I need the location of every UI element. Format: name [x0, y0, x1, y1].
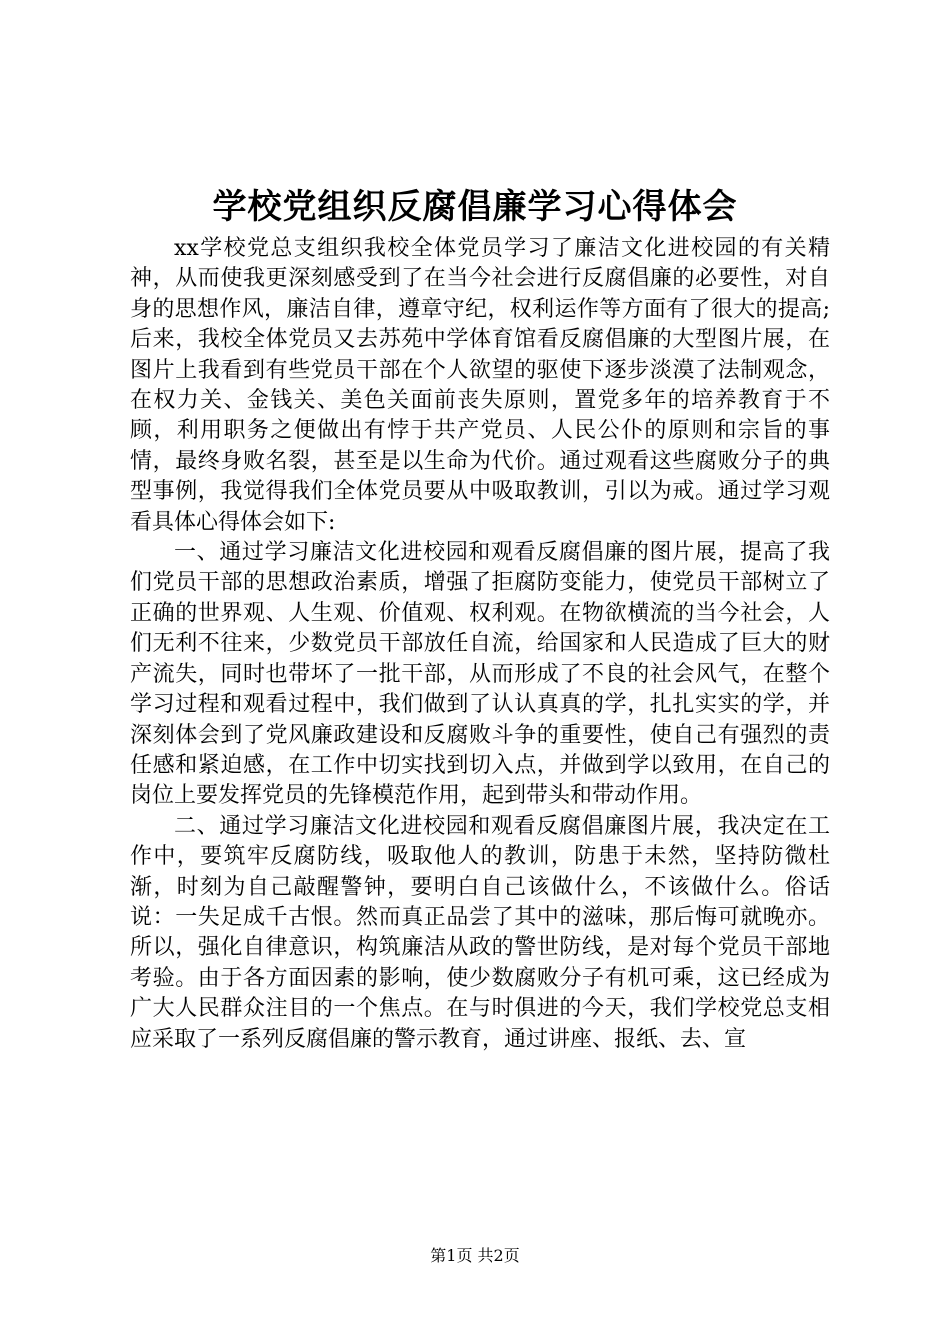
- page-footer: 第1页 共2页: [430, 1246, 520, 1265]
- document-title: 学校党组织反腐倡廉学习心得体会: [212, 187, 738, 227]
- document-body: [130, 234, 830, 1055]
- paragraph-1: xx学校党总支组织我校全体党员学习了廉洁文化进校园的有关精神，从而使我更深刻感受到了在当今社会进行反腐倡廉的必要性，对自身的思想作风，廉洁自律，遵章守纪，权利运作等方面有了很大的提高;后来，我校全体党员又去苏苑中学体育馆看反腐倡廉的大型图片展，在图片上我看到有些党员干部在个人欲望的驱使下逐步淡漠了法制观念，在权力关、金钱关、美色关面前丧失原则，置党多年的培养教育于不顾，利用职务之便做出有悖于共产党员、人民公仆的原则和宗旨的事情，最终身败名裂，甚至是以生命为代价。通过观看这些腐败分子的典型事例，我觉得我们全体党员要从中吸取教训，引以为戒。通过学习观看具体心得体会如下:: [130, 236, 830, 535]
- paragraph-2: 一、通过学习廉洁文化进校园和观看反腐倡廉的图片展，提高了我们党员干部的思想政治素质，增强了拒腐防变能力，使党员干部树立了正确的世界观、人生观、价值观、权利观。在物欲横流的当今社会，人们无利不往来，少数党员干部放任自流，给国家和人民造成了巨大的财产流失，同时也带坏了一批干部，从而形成了不良的社会风气，在整个学习过程和观看过程中，我们做到了认认真真的学，扎扎实实的学，并深刻体会到了党风廉政建设和反腐败斗争的重要性，使自己有强烈的责任感和紧迫感，在工作中切实找到切入点，并做到学以致用，在自己的岗位上要发挥党员的先锋模范作用，起到带头和带动作用。: [130, 540, 830, 809]
- paragraph-3: 二、通过学习廉洁文化进校园和观看反腐倡廉图片展，我决定在工作中，要筑牢反腐防线，吸取他人的教训，防患于未然，坚持防微杜渐，时刻为自己敲醒警钟，要明白自己该做什么，不该做什么。俗话说：一失足成千古恨。然而真正品尝了其中的滋味，那后悔可就晚亦。所以，强化自律意识，构筑廉洁从政的警世防线，是对每个党员干部地考验。由于各方面因素的影响，使少数腐败分子有机可乘，这已经成为广大人民群众注目的一个焦点。在与时俱进的今天，我们学校党总支相应采取了一系列反腐倡廉的警示教育，通过讲座、报纸、去、宣: [130, 813, 830, 1052]
